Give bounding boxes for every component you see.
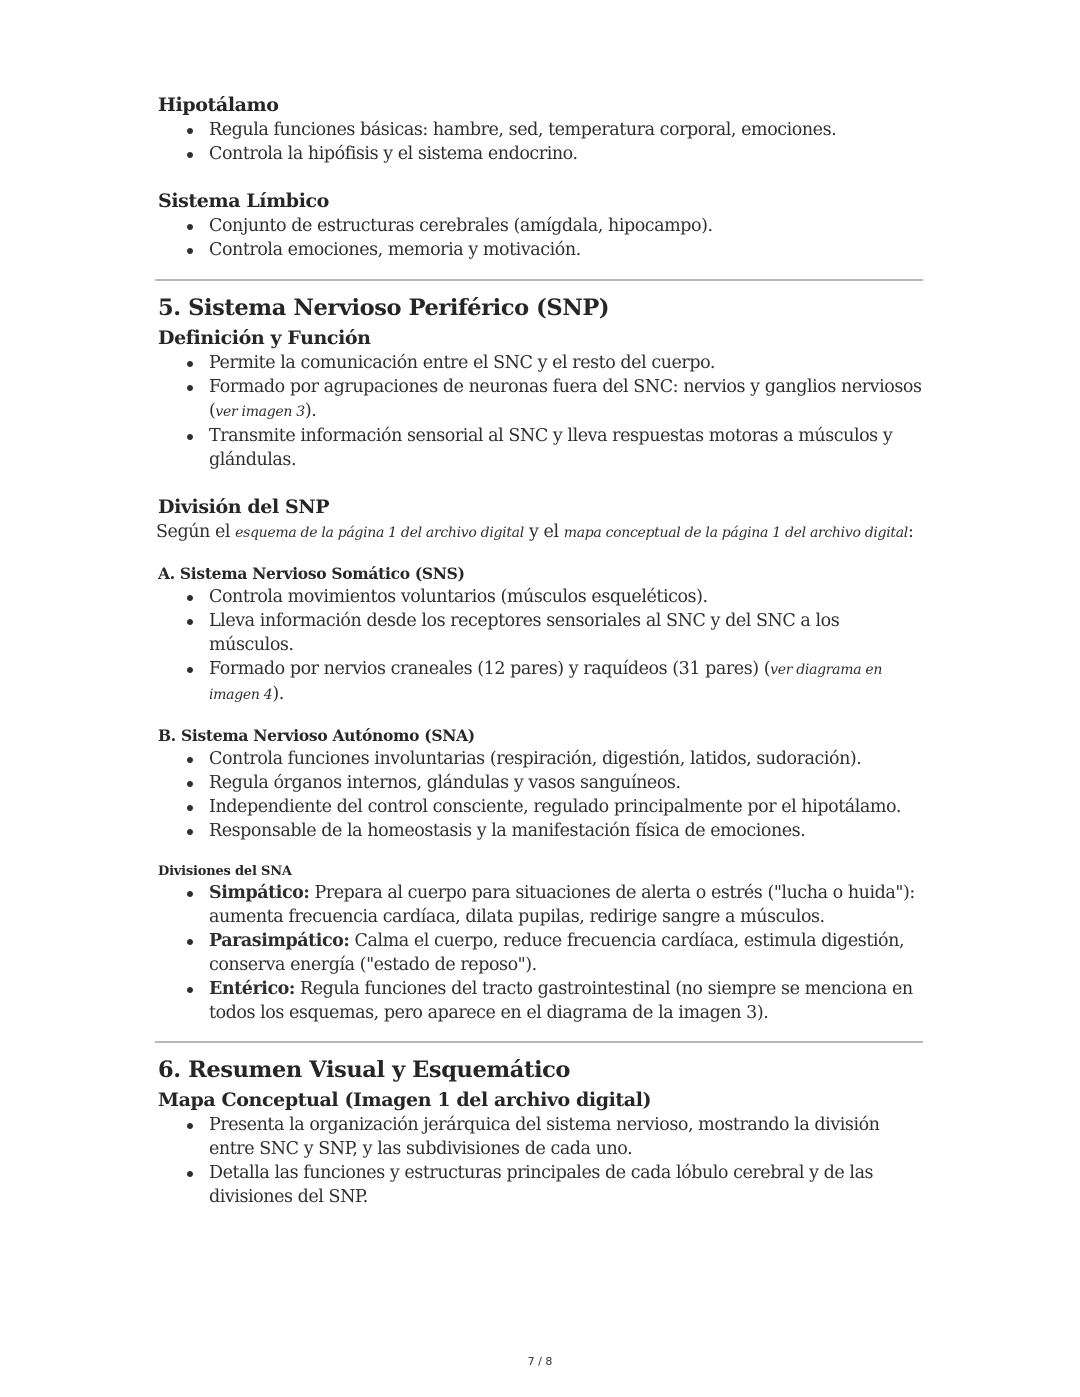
list-item-text-end: ). [272, 684, 284, 704]
list-item: Controla la hipófisis y el sistema endocrino. [209, 142, 924, 166]
heading-sna: B. Sistema Nervioso Autónomo (SNA) [158, 726, 475, 745]
list-divisiones-sna [158, 881, 924, 1025]
reference-mapa: mapa conceptual de la página 1 del archivo digital [563, 525, 908, 541]
list-sns [158, 585, 924, 707]
list-item: Regula funciones básicas: hambre, sed, temperatura corporal, emociones. [209, 118, 924, 142]
list-item-simpatico [209, 881, 924, 929]
list-item: Controla movimientos voluntarios (músculos esqueléticos). [209, 585, 924, 609]
list-item: Controla funciones involuntarias (respiración, digestión, latidos, sudoración). [209, 747, 924, 771]
list-item [209, 375, 924, 424]
intro-text: : [907, 522, 914, 542]
term-label: Simpático: [209, 883, 310, 903]
heading-section-6: 6. Resumen Visual y Esquemático [158, 1057, 571, 1083]
term-description: Calma el cuerpo, reduce frecuencia cardíaca, estimula digestión, conserva energía ("estado de reposo"). [209, 931, 905, 975]
list-limbico [158, 214, 924, 262]
list-definicion [158, 351, 924, 472]
list-item: Controla emociones, memoria y motivación. [209, 238, 924, 262]
document-page [158, 92, 924, 1209]
list-item-parasimpatico [209, 929, 924, 977]
list-item: Regula órganos internos, glándulas y vasos sanguíneos. [209, 771, 924, 795]
list-sna [158, 747, 924, 843]
list-item: Presenta la organización jerárquica del sistema nervioso, mostrando la división entre SNC y SNP, y las subdivisiones de cada uno. [209, 1113, 924, 1161]
list-item: Detalla las funciones y estructuras principales de cada lóbulo cerebral y de las divisiones del SNP. [209, 1161, 924, 1209]
list-item-text: Formado por agrupaciones de neuronas fuera del SNC: nervios y ganglios nerviosos ( [209, 377, 922, 421]
list-item: Permite la comunicación entre el SNC y el resto del cuerpo. [209, 351, 924, 375]
intro-text: Según el [156, 522, 236, 542]
list-item-text-end: ). [304, 401, 317, 421]
division-intro [156, 520, 924, 545]
term-description: Regula funciones del tracto gastrointestinal (no siempre se menciona en todos los esquemas, pero aparece en el diagrama de la imagen 3). [209, 979, 913, 1023]
list-item: Independiente del control consciente, regulado principalmente por el hipotálamo. [209, 795, 924, 819]
reference-esquema: esquema de la página 1 del archivo digital [235, 525, 524, 541]
list-hipotalamo [158, 118, 924, 166]
list-item-text: Formado por nervios craneales (12 pares) y raquídeos (31 pares) ( [209, 659, 771, 679]
heading-division-snp: División del SNP [158, 496, 330, 518]
heading-definicion-funcion: Definición y Función [158, 327, 371, 349]
intro-text: y el [523, 522, 564, 542]
heading-hipotalamo: Hipotálamo [158, 94, 279, 116]
heading-divisiones-sna: Divisiones del SNA [158, 864, 292, 879]
image-reference: ver diagrama en imagen 4 [209, 662, 883, 703]
heading-sistema-limbico: Sistema Límbico [158, 190, 329, 212]
term-label: Parasimpático: [209, 931, 350, 951]
heading-mapa-conceptual: Mapa Conceptual (Imagen 1 del archivo digital) [158, 1089, 652, 1111]
list-item: Conjunto de estructuras cerebrales (amígdala, hipocampo). [209, 214, 924, 238]
term-label: Entérico: [209, 979, 295, 999]
heading-sns: A. Sistema Nervioso Somático (SNS) [158, 564, 465, 583]
list-item: Transmite información sensorial al SNC y lleva respuestas motoras a músculos y glándulas. [209, 424, 924, 472]
image-reference: ver imagen 3 [215, 404, 305, 420]
list-item: Responsable de la homeostasis y la manifestación física de emociones. [209, 819, 924, 843]
list-mapa-conceptual [158, 1113, 924, 1209]
page-indicator: 7 / 8 [527, 1355, 553, 1368]
term-description: Prepara al cuerpo para situaciones de alerta o estrés ("lucha o huida"): aumenta frecuencia cardíaca, dilata pupilas, redirige sangre a músculos. [209, 883, 915, 927]
list-item: Lleva información desde los receptores sensoriales al SNC y del SNC a los músculos. [209, 609, 924, 657]
heading-section-5: 5. Sistema Nervioso Periférico (SNP) [158, 295, 610, 321]
list-item-enterico [209, 977, 924, 1025]
list-item [209, 657, 924, 707]
